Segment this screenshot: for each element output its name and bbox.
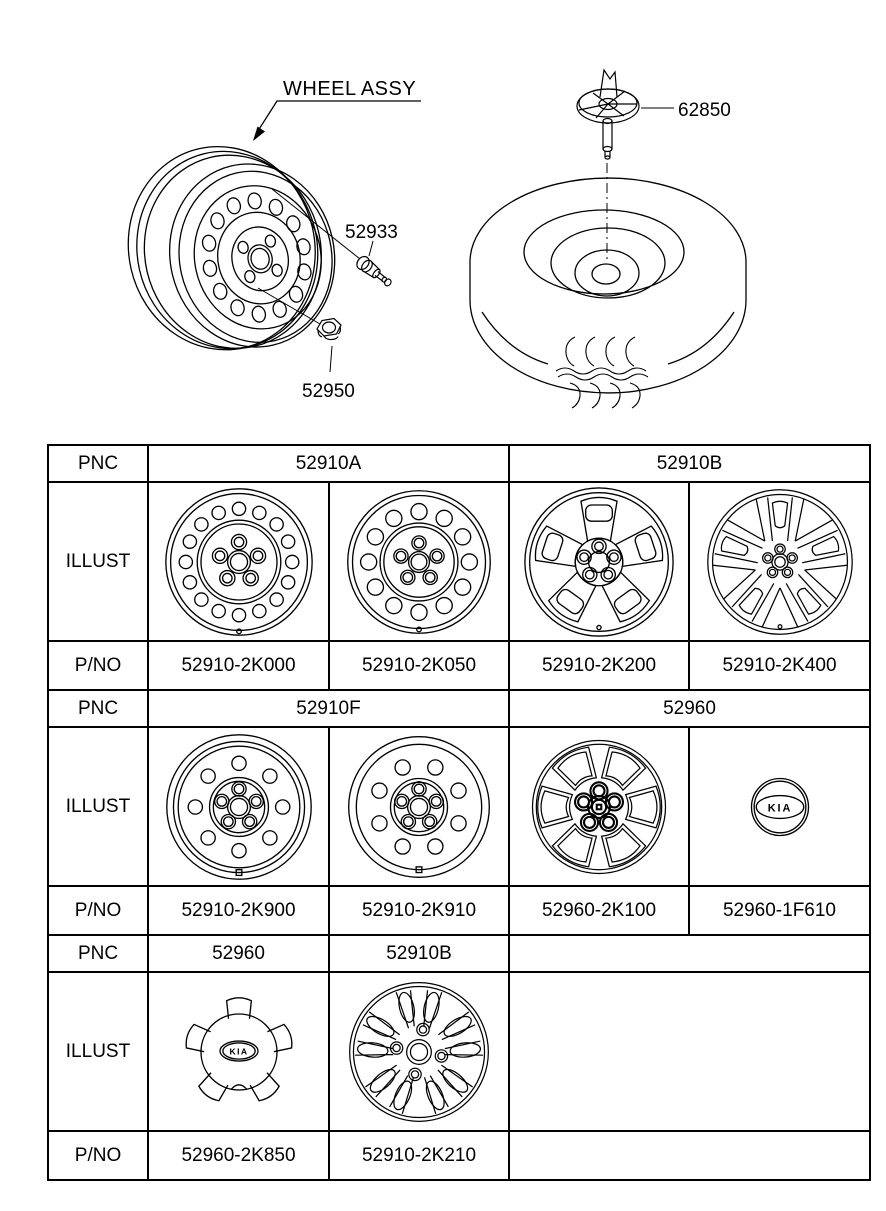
pnc-row xyxy=(48,690,870,727)
illust-row xyxy=(48,482,870,641)
illust-cell xyxy=(689,482,870,641)
illust-cell xyxy=(329,727,509,886)
empty-cell xyxy=(509,1131,870,1180)
spare-clamp-drawing xyxy=(577,70,674,262)
pnc-group: 52910A xyxy=(148,445,509,482)
wheel-assembly-diagram xyxy=(0,0,886,444)
row-label-illust: ILLUST xyxy=(48,727,148,886)
pnc-group: 52960 xyxy=(509,690,870,727)
row-label-pno: P/NO xyxy=(48,641,148,690)
alloy-wheel-5-double-spoke-illustration xyxy=(700,486,860,638)
part-number: 52910-2K900 xyxy=(148,886,329,935)
pnc-row xyxy=(48,935,870,972)
illust-row xyxy=(48,972,870,1131)
wheel-assy-drawing xyxy=(108,124,353,372)
alloy-wheel-10-spoke-illustration xyxy=(339,976,499,1128)
empty-cell xyxy=(509,972,870,1131)
spare-clamp-callout-label: 62850 xyxy=(678,100,731,121)
row-label-illust: ILLUST xyxy=(48,482,148,641)
wheel-cover-6-window-illustration xyxy=(519,731,679,883)
illust-cell xyxy=(148,972,329,1131)
empty-cell xyxy=(509,935,870,972)
illust-cell xyxy=(509,482,689,641)
illust-cell xyxy=(509,727,689,886)
wheel-assy-label: WHEEL ASSY xyxy=(283,78,417,100)
spare-tire-drawing xyxy=(470,178,746,408)
illust-cell xyxy=(689,727,870,886)
steel-wheel-8-hole-illustration xyxy=(159,731,319,883)
row-label-pnc: PNC xyxy=(48,690,148,727)
part-number: 52960-2K100 xyxy=(509,886,689,935)
row-label-pnc: PNC xyxy=(48,935,148,972)
part-number: 52960-2K850 xyxy=(148,1131,329,1180)
part-number: 52960-1F610 xyxy=(689,886,870,935)
alloy-wheel-5-spoke-illustration xyxy=(519,486,679,638)
pnc-group: 52910B xyxy=(329,935,509,972)
row-label-pnc: PNC xyxy=(48,445,148,482)
part-number: 52910-2K400 xyxy=(689,641,870,690)
tire-tread xyxy=(556,337,648,408)
row-label-pno: P/NO xyxy=(48,1131,148,1180)
part-number: 52910-2K910 xyxy=(329,886,509,935)
steel-wheel-16-hole-illustration xyxy=(159,486,319,638)
steel-wheel-12-hole-illustration xyxy=(339,486,499,638)
wheel-assy-leader-line xyxy=(256,101,421,134)
valve-callout-label: 52933 xyxy=(345,222,398,243)
wheel-nut-callout-label: 52950 xyxy=(302,381,355,402)
illust-cell xyxy=(329,972,509,1131)
part-number: 52910-2K050 xyxy=(329,641,509,690)
arrowhead xyxy=(253,127,265,142)
pnc-group: 52910F xyxy=(148,690,509,727)
part-number: 52910-2K210 xyxy=(329,1131,509,1180)
spider-center-cap-illustration xyxy=(159,976,319,1128)
pno-row xyxy=(48,641,870,690)
parts-table xyxy=(47,444,871,1181)
illust-cell xyxy=(148,727,329,886)
kia-center-cap-illustration xyxy=(700,731,860,883)
illust-row xyxy=(48,727,870,886)
row-label-pno: P/NO xyxy=(48,886,148,935)
illust-cell xyxy=(148,482,329,641)
pno-row xyxy=(48,886,870,935)
pnc-group: 52910B xyxy=(509,445,870,482)
pnc-row xyxy=(48,445,870,482)
valve-drawing xyxy=(354,254,394,290)
illust-cell xyxy=(329,482,509,641)
steel-wheel-8-hole-b-illustration xyxy=(339,731,499,883)
part-number: 52910-2K000 xyxy=(148,641,329,690)
row-label-illust: ILLUST xyxy=(48,972,148,1131)
part-number: 52910-2K200 xyxy=(509,641,689,690)
pnc-group: 52960 xyxy=(148,935,329,972)
wheel-nut-drawing xyxy=(317,319,341,340)
pno-row xyxy=(48,1131,870,1180)
